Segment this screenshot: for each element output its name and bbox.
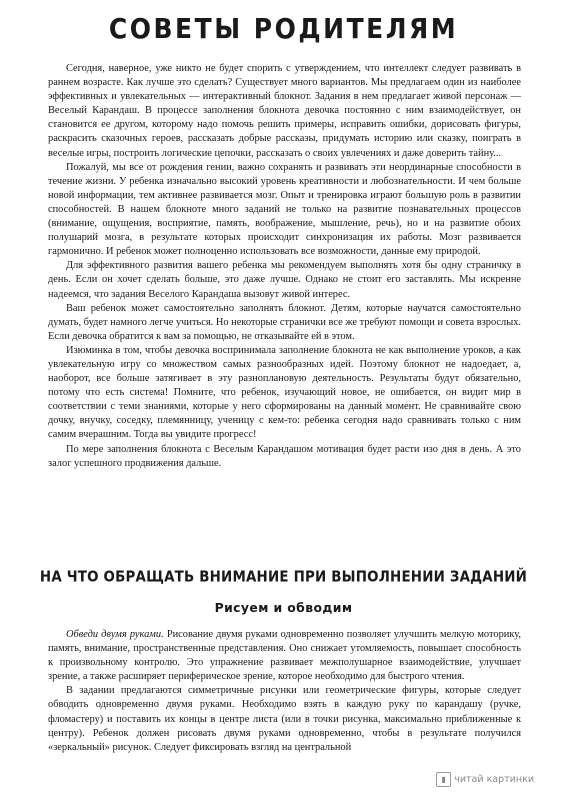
intro-paragraph: Ваш ребенок может самостоятельно заполнять блокнот. Детям, которые научатся самостоятельно думать, будет намного легче учиться. Но некоторые странички все же требуют помощи и совета взрослых. Если девочка обратится к вам за помощью, не отказывайте ей в этом. — [48, 302, 521, 342]
exercise-text — [48, 628, 521, 755]
exercise-lead: Обведи двумя руками. — [66, 629, 164, 640]
watermark-text: читай картинки — [454, 773, 534, 785]
subsection-heading: Рисуем и обводим — [214, 600, 353, 615]
section-heading: НА ЧТО ОБРАЩАТЬ ВНИМАНИЕ ПРИ ВЫПОЛНЕНИИ ЗАДАНИЙ — [39, 569, 528, 586]
page-title: СОВЕТЫ РОДИТЕЛЯМ — [108, 12, 459, 45]
exercise-paragraph-text: Рисование двумя руками одновременно позволяет улучшить мелкую моторику, память, внимание, пространственные представления. Оно снижает утомляемость, повышает способность к произвольному контролю. Это упражнение развивает межполушарное взаимодействие, улучшает зрение, а также расширяет периферическое зрение, которое необходимо для быстрого чтения. — [48, 629, 521, 683]
intro-paragraph: По мере заполнения блокнота с Веселым Карандашом мотивация будет расти изо дня в день. А это залог успешного продвижения дальше. — [48, 443, 521, 469]
intro-text — [48, 62, 521, 471]
intro-paragraph: Для эффективного развития вашего ребенка мы рекомендуем выполнять хотя бы одну страничку в день. Если он хочет сделать больше, это даже лучше. Однако не стоит его заставлять. Мы искренне надеемся, что задания Веселого Карандаша вызовут живой интерес. — [48, 260, 521, 300]
intro-paragraph: Сегодня, наверное, уже никто не будет спорить с утверждением, что интеллект следует развивать в раннем возрасте. Как лучше это сделать? Существует много вариантов. Мы предлагаем один из наиболее эффективных и увлекательных — интерактивный блокнот. Задания в нем предлагает живой персонаж — Веселый Карандаш. В процессе заполнения блокнота девочка постоянно с ним взаимодействует, он становится ее другом, которому надо помочь решить примеры, исправить ошибки, дорисовать фигуры, раскрасить сказочных героев, рассказать добрые рассказы, придумать историю или сказку, поиграть в веселые игры, построить логические цепочки, рассказать о своих увлечениях и даже доверить тайну... — [48, 63, 521, 159]
watermark — [404, 770, 534, 788]
intro-paragraph: Пожалуй, мы все от рождения гении, важно сохранять и развивать эти неординарные способности в течение жизни. У ребенка изначально высокий уровень креативности и любознательности. И чем больше новой информации, тем активнее развивается мозг. Опыт и тренировка играют большую роль в развитии способностей. В нашем блокноте много заданий не только на развитие познавательных процессов (внимание, ощущения, восприятие, память, воображение, мышление, речь), но и на развитие обоих полушарий мозга, в результате которых происходит синхронизация их работы. Мозг развивается гармонично. И ребенок может полноценно использовать все возможности, данные ему природой. — [48, 161, 521, 258]
exercise-paragraph — [48, 628, 521, 684]
exercise-paragraph: В задании предлагаются симметричные рисунки или геометрические фигуры, которые следует обводить одновременно двумя руками. Необходимо взять в каждую руку по карандашу (ручке, фломастеру) и поставить их концы в центре листа (или в точки рисунка, максимально приближенные к центру). Ребенок должен рисовать двумя руками одновременно, чтобы в результате получился «зеркальный» рисунок. Следует фиксировать взгляд на центральной — [48, 685, 521, 753]
book-icon: ▮ — [436, 772, 451, 787]
intro-paragraph: Изюминка в том, чтобы девочка воспринимала заполнение блокнота не как выполнение уроков, а как увлекательную игру со множеством самых разнообразных идей. Поэтому блокнот не надоедает, а, наоборот, все больше затягивает в эту разноплановую деятельность. Результаты будут обязательно, потому что есть система! Помните, что ребенок, изучающий новое, не ошибается, он видит мир в соответствии с теми знаниями, которые у него сформированы на данный момент. Не сравнивайте свою дочку, внучку, соседку, племянницу, ученицу с кем-то: ребенка сегодня надо сравнивать только с ним самим вчерашним. Тогда вы увидите прогресс! — [48, 344, 521, 441]
